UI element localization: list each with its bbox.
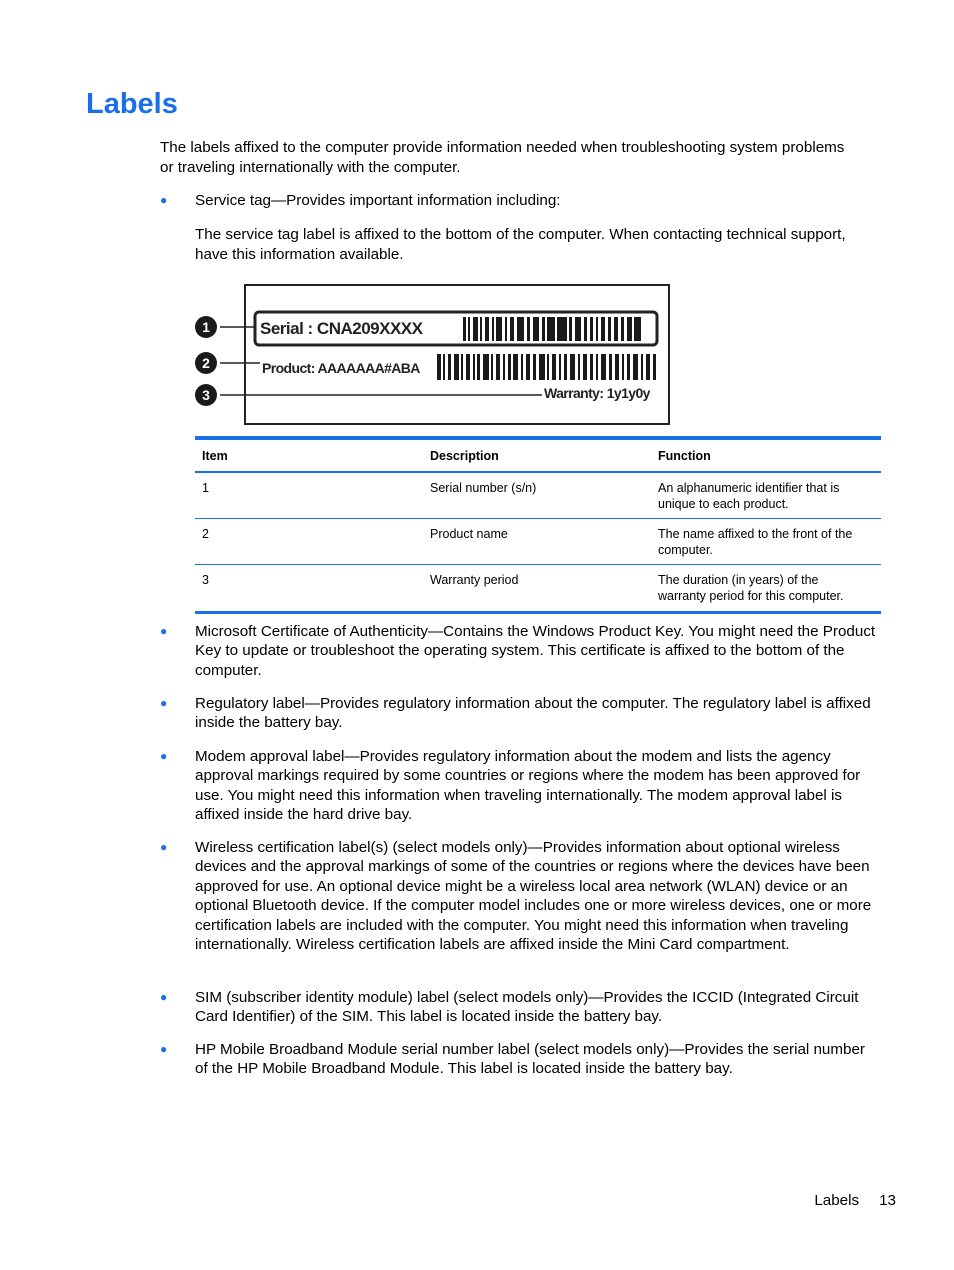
list-item-text: Wireless certification label(s) (select models only)—Provides information about optional wireless devices and the approval markings of some of the countries or regions where the devices have been approved for use. An optional device might be a wireless local area network (WLAN) device or an optional Bluetooth device. If the computer model includes one or more wireless devices, one or more certification labels are included with the computer. You might need this information when traveling internationally. Wireless certification labels are affixed inside the Mini Card compartment. — [195, 839, 872, 954]
list-item-text: Modem approval label—Provides regulatory information about the modem and lists the agency approval markings required by some countries or regions where the modem has been approved for use. You might need this information when traveling internationally. The modem approval label is affixed inside the hard drive bay. — [195, 748, 861, 824]
cell-description: Product name — [430, 527, 508, 541]
bullet-icon: ● — [160, 696, 168, 710]
page-footer — [814, 1192, 896, 1209]
table-row — [195, 473, 881, 519]
column-header-item: Item — [202, 449, 228, 463]
bullet-icon: ● — [160, 990, 168, 1004]
service-tag-description: The service tag label is affixed to the bottom of the computer. When contacting technical support, have this information available. — [195, 226, 846, 263]
page-title: Labels — [86, 88, 178, 120]
product-label-text: Product: AAAAAAA#ABA — [262, 360, 420, 376]
callout-2: 2 — [202, 355, 210, 371]
cell-description: Warranty period — [430, 573, 519, 587]
cell-function: An alphanumeric identifier that is unique to each product. — [658, 481, 840, 511]
cell-function: The name affixed to the front of the computer. — [658, 527, 853, 557]
intro-paragraph: The labels affixed to the computer provide information needed when troubleshooting system problems or traveling internationally with the computer. — [160, 139, 845, 176]
callout-3: 3 — [202, 387, 210, 403]
bullet-icon: ● — [160, 749, 168, 763]
table-row — [195, 565, 881, 611]
table-row — [195, 519, 881, 565]
serial-label-text: Serial : CNA209XXXX — [260, 319, 423, 338]
bullet-icon: ● — [160, 840, 168, 854]
list-item-text: SIM (subscriber identity module) label (select models only)—Provides the ICCID (Integrated Circuit Card Identifier) of the SIM. This label is located inside the battery bay. — [195, 989, 859, 1026]
bullet-icon: ● — [160, 193, 168, 207]
cell-item: 2 — [202, 527, 209, 541]
column-header-description: Description — [430, 449, 499, 463]
list-item-text: Microsoft Certificate of Authenticity—Contains the Windows Product Key. You might need the Product Key to update or troubleshoot the operating system. This certificate is affixed to the bottom of the computer. — [195, 623, 876, 679]
column-header-function: Function — [658, 449, 711, 463]
table-header-row — [195, 440, 881, 473]
label-info-table — [195, 436, 881, 614]
bullet-icon: ● — [160, 1042, 168, 1056]
service-tag-label-image — [190, 280, 675, 430]
list-item-text: HP Mobile Broadband Module serial number label (select models only)—Provides the serial number of the HP Mobile Broadband Module. This label is located inside the battery bay. — [195, 1041, 865, 1078]
bullet-icon: ● — [160, 624, 168, 638]
cell-function: The duration (in years) of the warranty period for this computer. — [658, 573, 844, 603]
warranty-label-text: Warranty: 1y1y0y — [544, 385, 650, 401]
callout-1: 1 — [202, 319, 210, 335]
page-number: 13 — [879, 1192, 896, 1209]
cell-item: 1 — [202, 481, 209, 495]
cell-item: 3 — [202, 573, 209, 587]
list-item-text: Regulatory label—Provides regulatory information about the computer. The regulatory label is affixed inside the battery bay. — [195, 695, 871, 732]
cell-description: Serial number (s/n) — [430, 481, 537, 495]
footer-section-name: Labels — [814, 1192, 860, 1209]
service-tag-label-figure — [190, 280, 675, 430]
list-item-text: Service tag—Provides important information including: — [195, 192, 561, 209]
